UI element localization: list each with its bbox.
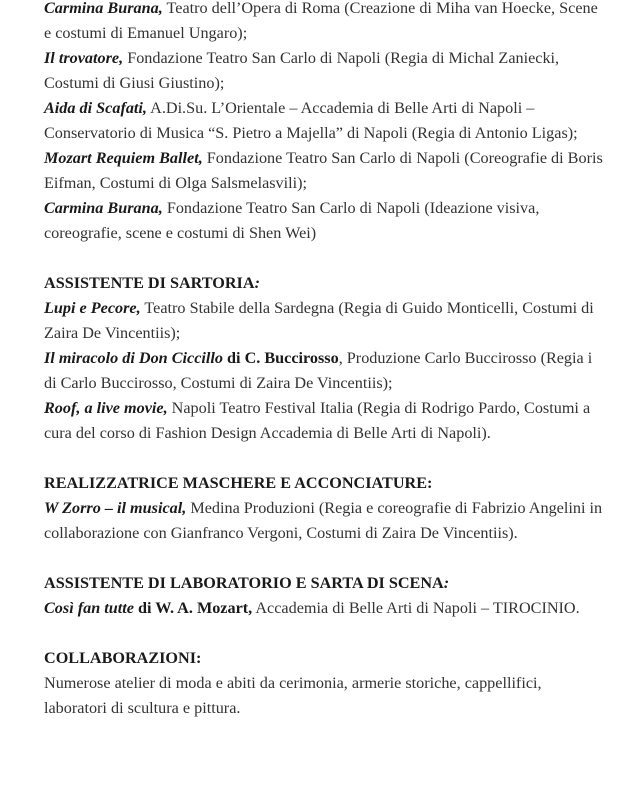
collaborations-text: Numerose atelier di moda e abiti da cerimonia, armerie storiche, cappellifici, laboratori di scultura e pittura.	[44, 674, 542, 717]
production-entry	[44, 346, 604, 396]
section-sartoria	[44, 271, 604, 446]
section-heading: REALIZZATRICE MASCHERE E ACCONCIATURE:	[44, 474, 433, 492]
production-entry	[44, 96, 604, 146]
production-author: di W. A. Mozart,	[133, 599, 253, 617]
production-details: Fondazione Teatro San Carlo di Napoli (Regia di Michal Zaniecki, Costumi di Giusi Giustino);	[44, 49, 560, 92]
production-title: Mozart Requiem Ballet,	[44, 149, 203, 167]
production-entry	[44, 496, 604, 546]
production-entry	[44, 46, 604, 96]
production-title: Il miracolo di Don Ciccillo	[44, 349, 223, 367]
production-title: Lupi e Pecore,	[44, 299, 141, 317]
section-collaborazioni	[44, 646, 604, 721]
production-title: Così fan tutte	[44, 599, 134, 617]
production-title: Il trovatore,	[44, 49, 124, 67]
production-title: Carmina Burana,	[44, 199, 163, 217]
section-heading: COLLABORAZIONI:	[44, 649, 202, 667]
productions-list	[44, 0, 604, 246]
section-heading-text: ASSISTENTE DI LABORATORIO E SARTA DI SCENA	[44, 574, 444, 592]
production-details: A.Di.Su. L’Orientale – Accademia di Belle Arti di Napoli – Conservatorio di Musica “S. Pietro a Majella” di Napoli (Regia di Antonio Ligas);	[44, 99, 578, 142]
section-heading-text: ASSISTENTE DI SARTORIA	[44, 274, 255, 292]
production-title: W Zorro – il musical,	[44, 499, 187, 517]
section-heading	[44, 271, 604, 296]
production-entry	[44, 396, 604, 446]
production-entry	[44, 146, 604, 196]
production-details: Fondazione Teatro San Carlo di Napoli (Ideazione visiva, coreografie, scene e costumi di Shen Wei)	[44, 199, 540, 242]
production-entry	[44, 296, 604, 346]
production-details: , Produzione Carlo Buccirosso (Regia i di Carlo Buccirosso, Costumi di Zaira De Vincentiis);	[44, 349, 593, 392]
production-title: Roof, a live movie,	[44, 399, 168, 417]
production-title: Aida di Scafati,	[44, 99, 147, 117]
production-details: Teatro dell’Opera di Roma (Creazione di Miha van Hoecke, Scene e costumi di Emanuel Ungaro);	[44, 0, 598, 42]
section-heading-colon: :	[443, 574, 450, 592]
production-entry	[44, 196, 604, 246]
section-maschere	[44, 471, 604, 546]
production-title: Carmina Burana,	[44, 0, 163, 17]
section-laboratorio	[44, 571, 604, 621]
section-heading-colon: :	[254, 274, 260, 292]
production-entry	[44, 596, 604, 621]
production-details: Accademia di Belle Arti di Napoli – TIROCINIO.	[252, 599, 580, 617]
production-details: Napoli Teatro Festival Italia (Regia di Rodrigo Pardo, Costumi a cura del corso di Fashion Design Accademia di Belle Arti di Napoli).	[44, 399, 591, 442]
production-details: Teatro Stabile della Sardegna (Regia di Guido Monticelli, Costumi di Zaira De Vincentiis);	[44, 299, 594, 342]
resume-content	[44, 0, 604, 721]
section-heading	[44, 571, 604, 596]
production-author: di C. Buccirosso	[222, 349, 339, 367]
production-details: Medina Produzioni (Regia e coreografie di Fabrizio Angelini in collaborazione con Gianfranco Vergoni, Costumi di Zaira De Vincentiis).	[44, 499, 603, 542]
production-details: Fondazione Teatro San Carlo di Napoli (Coreografie di Boris Eifman, Costumi di Olga Salsmelasvili);	[44, 149, 603, 192]
production-entry	[44, 0, 604, 46]
